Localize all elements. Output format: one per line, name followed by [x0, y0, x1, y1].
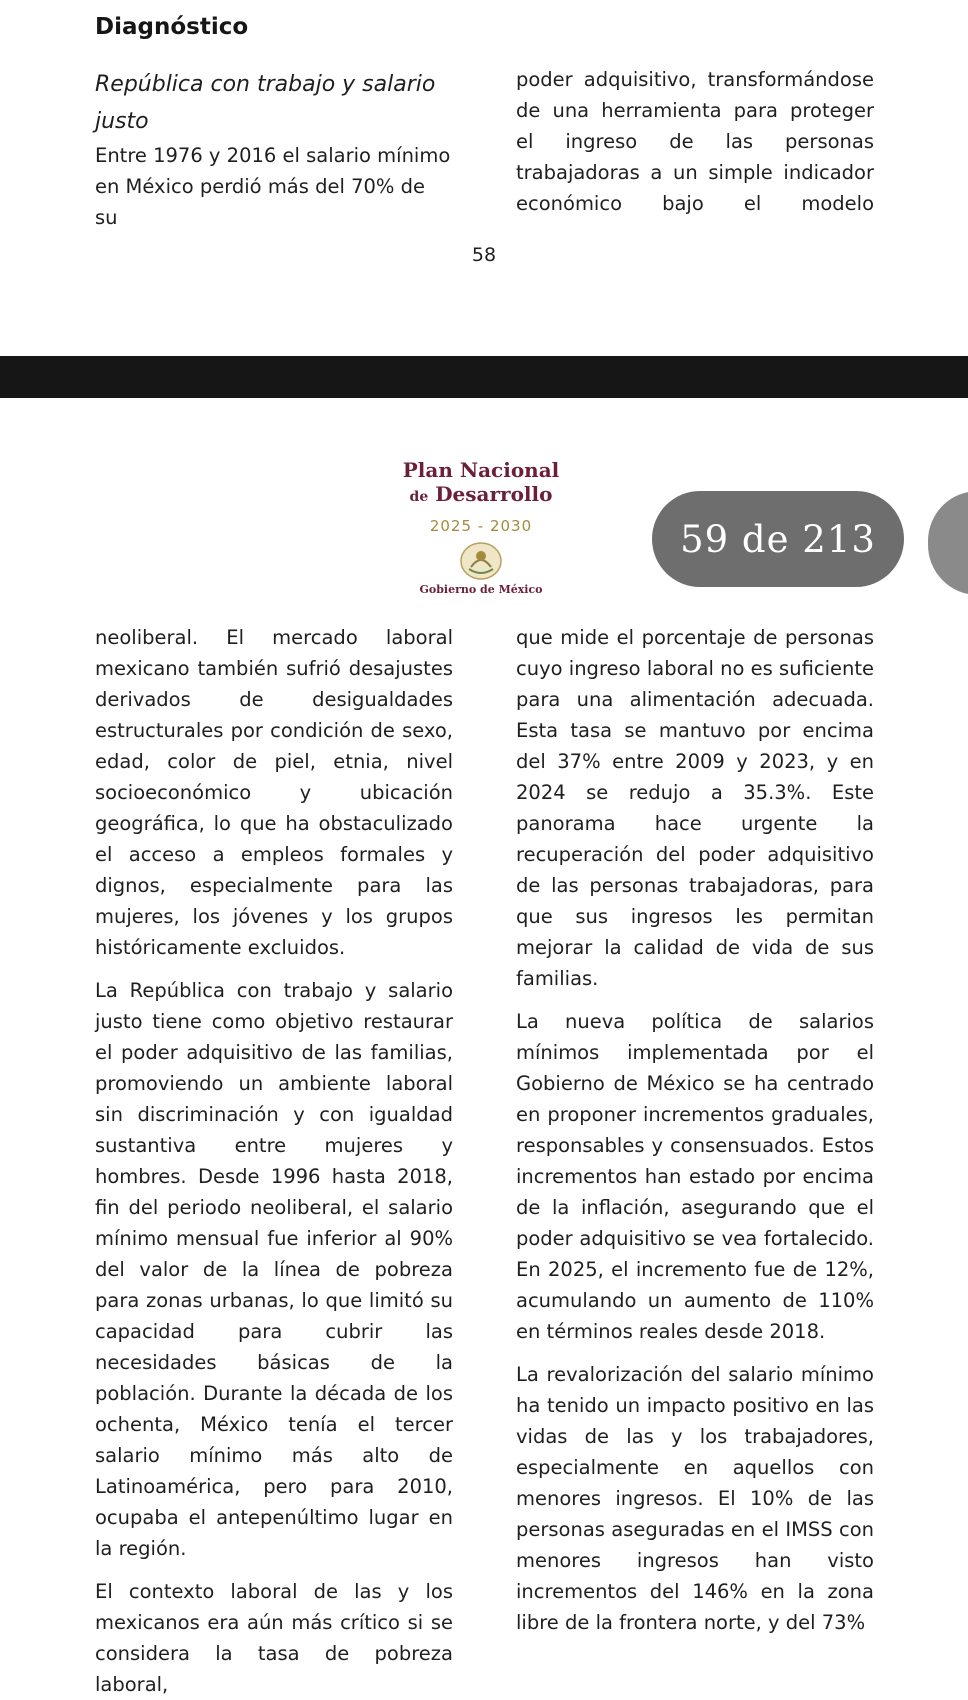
page-58-left-column [95, 66, 453, 233]
body-paragraph: La nueva política de salarios mínimos implementada por el Gobierno de México se ha centrado en proponer incrementos graduales, responsables y consensuados. Estos incrementos han estado por encima de la inflación, asegurando que el poder adquisitivo se vea fortalecido. En 2025, el incremento fue de 12%, acumulando un aumento de 110% en términos reales desde 2018. [516, 1010, 874, 1343]
body-paragraph: La República con trabajo y salario justo tiene como objetivo restaurar el poder adquisitivo de las familias, promoviendo un ambiente laboral sin discriminación y con igualdad sustantiva entre mujeres y hombres. Desde 1996 hasta 2018, fin del periodo neoliberal, el salario mínimo mensual fue inferior al 90% del valor de la línea de pobreza para zonas urbanas, lo que limitó su capacidad para cubrir las necesidades básicas de la población. Durante la década de los ochenta, México tenía el tercer salario mínimo más alto de Latinoamérica, pero para 2010, ocupaba el antepenúltimo lugar en la región. [95, 979, 453, 1560]
page-counter-badge: 59 de 213 [652, 491, 904, 587]
logo-government: Gobierno de México [419, 583, 543, 596]
page-59-right-column [516, 622, 874, 1638]
body-paragraph: Entre 1976 y 2016 el salario mínimo en México perdió más del 70% de su [95, 144, 451, 229]
logo-title-line1: Plan Nacional [402, 458, 560, 482]
body-paragraph: La revalorización del salario mínimo ha tenido un impacto positivo en las vidas de las y los trabajadores, especialmente en aquellos con menores ingresos. El 10% de las personas aseguradas en el IMSS con menores ingresos han visto incrementos del 146% en la zona libre de la frontera norte, y del 73% [516, 1363, 874, 1634]
page-number: 58 [471, 244, 497, 266]
section-subtitle: República con trabajo y salario justo [95, 72, 436, 134]
section-heading: Diagnóstico [95, 14, 249, 40]
document-page-59 [0, 398, 968, 1696]
body-paragraph: neoliberal. El mercado laboral mexicano también sufrió desajustes derivados de desigualdades estructurales por condición de sexo, edad, color de piel, etnia, nivel socioeconómico y ubicación geográfica, lo que ha obstaculizado el acceso a empleos formales y dignos, especialmente para las mujeres, los jóvenes y los grupos históricamente excluidos. [95, 626, 453, 959]
logo-title-de: de [409, 489, 429, 505]
page-59-left-column [95, 622, 453, 1700]
logo-years: 2025 - 2030 [429, 517, 533, 535]
logo-title-desarrollo: Desarrollo [435, 482, 553, 506]
body-paragraph: El contexto laboral de las y los mexicanos era aún más crítico si se considera la tasa de pobreza laboral, [95, 1580, 453, 1696]
body-paragraph: poder adquisitivo, transformándose de una herramienta para proteger el ingreso de las personas trabajadoras a un simple indicador económico bajo el modelo [516, 68, 874, 215]
page-separator [0, 356, 968, 398]
body-paragraph: que mide el porcentaje de personas cuyo ingreso laboral no es suficiente para una alimentación adecuada. Esta tasa se mantuvo por encima del 37% entre 2009 y 2023, y en 2024 se redujo a 35.3%. Este panorama hace urgente la recuperación del poder adquisitivo de las personas trabajadoras, para que sus ingresos les permitan mejorar la calidad de vida de sus familias. [516, 626, 874, 990]
document-page-58 [0, 0, 968, 356]
page-58-right-column [516, 64, 874, 219]
